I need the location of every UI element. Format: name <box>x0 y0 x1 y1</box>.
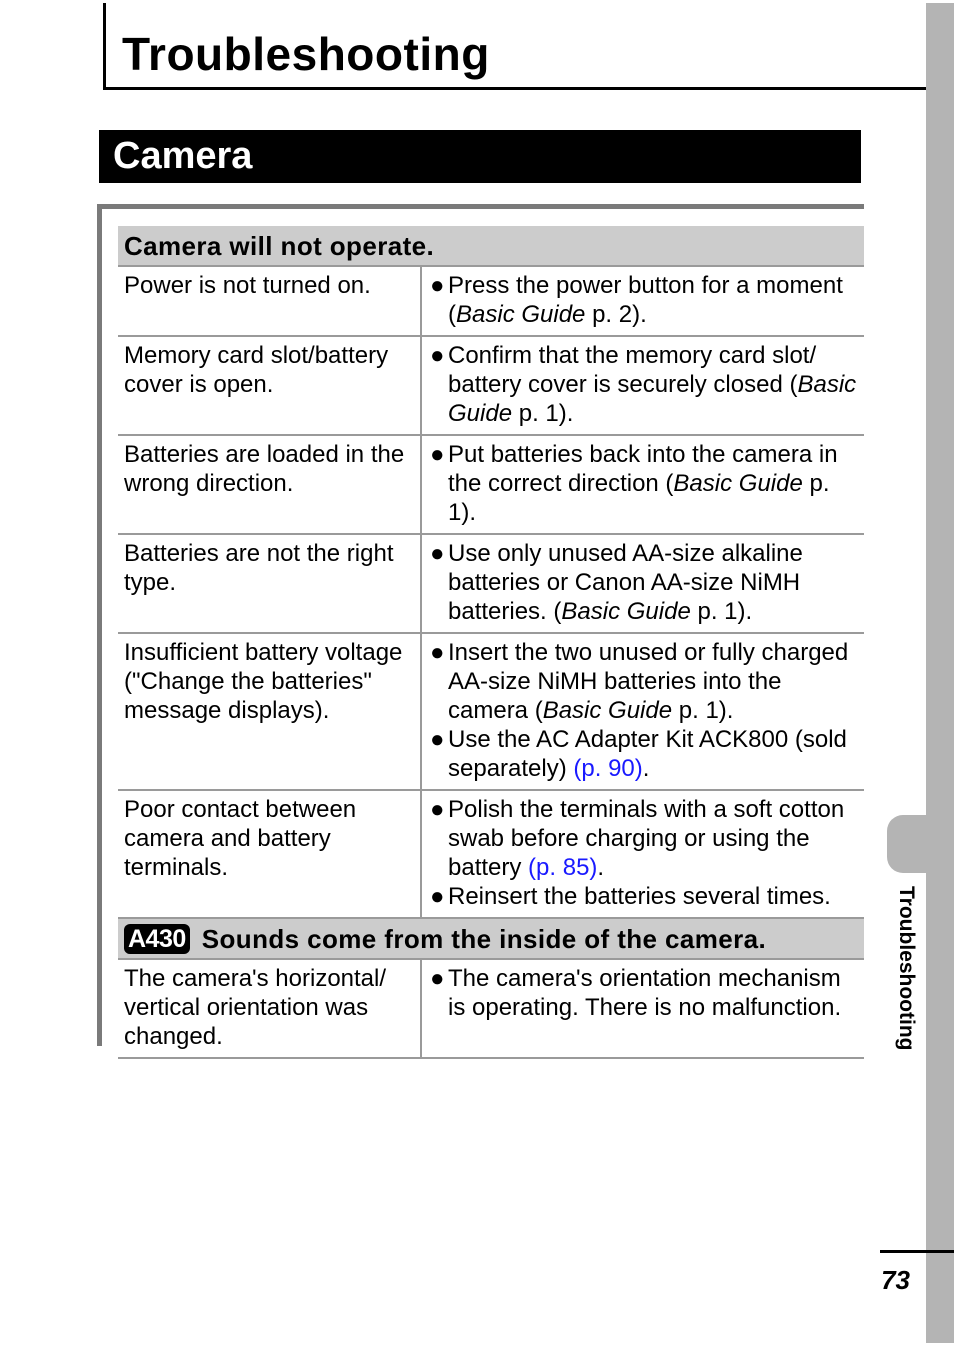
solution-text-part: . <box>642 755 650 782</box>
solution-item <box>430 341 858 428</box>
troubleshooting-table-body <box>118 226 864 1058</box>
title-rule-horizontal <box>103 87 954 90</box>
section-title: Camera <box>113 135 253 177</box>
group-header-cell <box>118 918 864 959</box>
table-row <box>118 633 864 790</box>
model-badge: A430 <box>124 924 190 954</box>
group-header-cell <box>118 226 864 266</box>
solution-text <box>448 795 858 882</box>
solution-text-part: Put batteries back into the camera in the correct direction ( <box>448 441 838 497</box>
cause-cell: Insufficient battery voltage ("Change the batteries" message displays). <box>118 633 421 790</box>
guide-reference: Basic Guide <box>542 697 673 724</box>
side-section-label: Troubleshooting <box>895 886 918 1051</box>
cause-cell: The camera's horizontal/ vertical orientation was changed. <box>118 959 421 1058</box>
table-row <box>118 534 864 633</box>
solution-item <box>430 795 858 882</box>
solution-cell <box>421 435 864 534</box>
solution-text <box>448 539 858 626</box>
bullet-icon: ● <box>430 639 445 666</box>
bullet-icon: ● <box>430 441 445 468</box>
solution-text-part: p. 1). <box>448 470 830 526</box>
guide-reference: Basic Guide <box>456 301 586 328</box>
group-title: Camera will not operate. <box>124 231 435 261</box>
cause-cell: Memory card slot/battery cover is open. <box>118 336 421 435</box>
solution-text-part: Use the AC Adapter Kit ACK800 (sold separately) <box>448 726 847 782</box>
solution-text-part: Use only unused AA-size alkaline batteries or Canon AA-size NiMH batteries. ( <box>448 540 803 625</box>
solution-text-part: . <box>597 854 605 881</box>
solution-text-part: Press the power button for a moment ( <box>448 272 843 328</box>
bullet-icon: ● <box>430 883 445 910</box>
solution-item <box>430 539 858 626</box>
solution-cell <box>421 266 864 336</box>
solution-text-part: p. 1). <box>672 697 734 724</box>
solution-text <box>448 882 858 911</box>
bullet-icon: ● <box>430 540 445 567</box>
table-row <box>118 959 864 1058</box>
cause-cell: Batteries are not the right type. <box>118 534 421 633</box>
solution-text-part: p. 1). <box>512 400 574 427</box>
page-title: Troubleshooting <box>122 28 490 80</box>
page-reference-link[interactable]: (p. 90) <box>573 755 643 782</box>
cause-cell: Poor contact between camera and battery terminals. <box>118 790 421 918</box>
solution-text-part: Polish the terminals with a soft cotton swab before charging or using the battery <box>448 796 845 881</box>
solution-item <box>430 638 858 725</box>
table-row <box>118 790 864 918</box>
page-number-rule <box>880 1250 954 1253</box>
solution-text <box>448 725 858 783</box>
solution-item <box>430 964 858 1022</box>
group-header-row <box>118 918 864 959</box>
solution-cell <box>421 534 864 633</box>
table-row <box>118 266 864 336</box>
bullet-icon: ● <box>430 965 445 992</box>
solution-cell <box>421 959 864 1058</box>
solution-text-part: The camera's orientation mechanism is operating. There is no malfunction. <box>448 965 842 1021</box>
solution-item <box>430 440 858 527</box>
cause-cell: Power is not turned on. <box>118 266 421 336</box>
solution-text-part: p. 1). <box>690 598 753 625</box>
solution-cell <box>421 336 864 435</box>
solution-text <box>448 964 858 1022</box>
solution-text-part: p. 2). <box>585 301 647 328</box>
page-number: 73 <box>881 1265 910 1295</box>
solution-cell <box>421 790 864 918</box>
bullet-icon: ● <box>430 796 445 823</box>
troubleshooting-table <box>118 226 864 1059</box>
guide-reference: Basic Guide <box>561 598 691 625</box>
side-thumb-strip <box>926 3 954 1343</box>
group-header-row <box>118 226 864 266</box>
table-row <box>118 336 864 435</box>
solution-text <box>448 341 858 428</box>
bullet-icon: ● <box>430 726 445 753</box>
bullet-icon: ● <box>430 272 445 299</box>
solution-text-part: Confirm that the memory card slot/ battery cover is securely closed ( <box>448 342 817 398</box>
title-rule-vertical <box>103 3 106 90</box>
solution-item <box>430 271 858 329</box>
side-thumb-tab <box>887 815 954 873</box>
cause-cell: Batteries are loaded in the wrong direction. <box>118 435 421 534</box>
solution-text-part: Reinsert the batteries several times. <box>448 883 831 910</box>
group-title: Sounds come from the inside of the camera. <box>201 924 767 954</box>
solution-item <box>430 882 858 911</box>
table-row <box>118 435 864 534</box>
guide-reference: Basic Guide <box>673 470 803 497</box>
bullet-icon: ● <box>430 342 445 369</box>
solution-text-part: Insert the two unused or fully charged AA-size NiMH batteries into the camera ( <box>448 639 849 724</box>
solution-cell <box>421 633 864 790</box>
solution-item <box>430 725 858 783</box>
solution-text <box>448 271 858 329</box>
page-reference-link[interactable]: (p. 85) <box>528 854 598 881</box>
solution-text <box>448 638 858 725</box>
section-header-bar <box>99 130 861 183</box>
solution-text <box>448 440 858 527</box>
guide-reference: Basic Guide <box>448 371 857 427</box>
